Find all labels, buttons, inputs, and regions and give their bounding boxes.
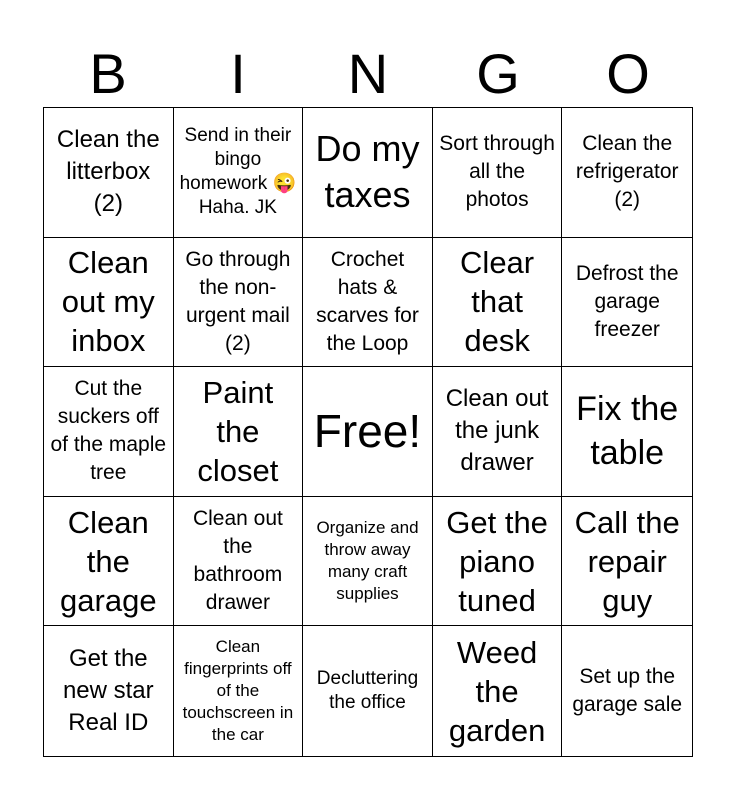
cell-label: Paint the closet xyxy=(197,374,279,488)
cell-label: Organize and throw away many craft supplies xyxy=(316,518,419,604)
bingo-cell[interactable] xyxy=(433,626,563,756)
bingo-cell[interactable] xyxy=(44,367,174,497)
cell-label: Get the piano tuned xyxy=(446,504,548,618)
bingo-cell[interactable] xyxy=(44,108,174,238)
cell-label: Do my taxes xyxy=(315,128,420,216)
bingo-cell[interactable] xyxy=(44,238,174,368)
bingo-cell[interactable] xyxy=(303,497,433,627)
bingo-cell[interactable] xyxy=(303,108,433,238)
bingo-cell[interactable] xyxy=(562,626,692,756)
cell-label: Call the repair guy xyxy=(574,504,680,618)
free-cell[interactable] xyxy=(303,367,433,497)
cell-label: Clean the refrigerator (2) xyxy=(575,132,679,212)
cell-label: Go through the non-urgent mail (2) xyxy=(185,247,291,355)
bingo-cell[interactable] xyxy=(433,108,563,238)
bingo-cell[interactable] xyxy=(562,238,692,368)
cell-label: Clean the garage xyxy=(60,504,157,618)
cell-label: Cut the suckers off of the maple tree xyxy=(50,377,167,485)
cell-label: Decluttering the office xyxy=(316,668,419,714)
header-letter-n: N xyxy=(347,42,389,105)
cell-label: Clean fingerprints off of the touchscreen in the car xyxy=(182,637,294,745)
cell-label: Clean out the bathroom drawer xyxy=(192,507,283,615)
bingo-cell[interactable] xyxy=(562,367,692,497)
cell-label: Get the new star Real ID xyxy=(62,645,154,737)
bingo-cell[interactable] xyxy=(303,238,433,368)
bingo-cell[interactable] xyxy=(433,367,563,497)
bingo-cell[interactable] xyxy=(174,367,304,497)
bingo-cell[interactable] xyxy=(562,108,692,238)
header-letter-g: G xyxy=(476,42,520,105)
bingo-cell[interactable] xyxy=(433,238,563,368)
bingo-cell[interactable] xyxy=(44,497,174,627)
cell-label: Sort through all the photos xyxy=(439,132,555,212)
cell-label: Fix the table xyxy=(576,390,679,473)
cell-label: Clear that desk xyxy=(460,245,535,359)
bingo-cell[interactable] xyxy=(303,626,433,756)
bingo-cell[interactable] xyxy=(174,108,304,238)
header-letter-i: I xyxy=(230,42,246,105)
bingo-grid xyxy=(43,107,693,757)
cell-label: Crochet hats & scarves for the Loop xyxy=(316,247,419,355)
cell-label: Set up the garage sale xyxy=(572,665,683,717)
bingo-cell[interactable] xyxy=(433,497,563,627)
cell-label: Send in their bingo homework 😜 Haha. JK xyxy=(179,125,297,219)
header-letter-b: B xyxy=(89,42,127,105)
bingo-header xyxy=(43,40,693,108)
header-letter-o: O xyxy=(606,42,650,105)
bingo-cell[interactable] xyxy=(174,238,304,368)
cell-label: Clean out the junk drawer xyxy=(445,385,549,477)
cell-label: Clean out my inbox xyxy=(61,245,155,359)
bingo-cell[interactable] xyxy=(562,497,692,627)
cell-label: Free! xyxy=(313,405,422,458)
bingo-cell[interactable] xyxy=(174,497,304,627)
cell-label: Defrost the garage freezer xyxy=(575,261,679,341)
bingo-cell[interactable] xyxy=(174,626,304,756)
bingo-cell[interactable] xyxy=(44,626,174,756)
cell-label: Clean the litterbox (2) xyxy=(56,126,160,218)
cell-label: Weed the garden xyxy=(448,634,546,748)
